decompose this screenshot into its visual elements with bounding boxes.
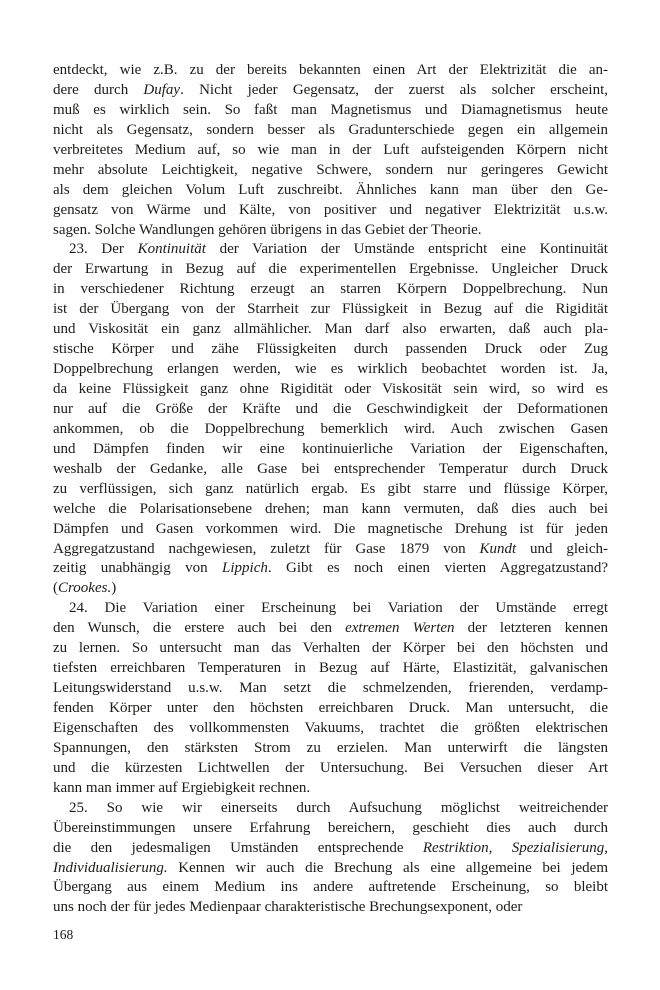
text-line [53,898,608,918]
text-run: welche die Polarisationsebene drehen; man kann vermuten, daß dies auch bei [53,500,608,517]
text-run: die den jedesmaligen Umständen entsprechende [53,839,423,856]
text-run: ankommen, ob die Doppelbrechung bemerklich wird. Auch zwischen Gasen [53,420,608,437]
text-line [53,819,608,839]
italic-text-run: Individualisierung. [53,859,168,876]
text-line [53,639,608,659]
text-line [53,859,608,879]
text-line [53,280,608,300]
text-run: dere durch [53,81,144,98]
text-line [53,878,608,898]
text-line [53,699,608,719]
text-run: 25. So wie wir einerseits durch Aufsuchung möglichst weitreichender [69,799,608,816]
text-line [53,260,608,280]
text-line [53,579,608,599]
text-line [53,659,608,679]
text-run: 23. Der [69,241,138,258]
text-run: ) [111,580,117,597]
text-run: nicht als Gegensatz, sondern besser als Gradunterschiede gegen ein allgemein [53,121,608,138]
text-line [53,121,608,141]
text-line [53,779,608,799]
text-run: den Wunsch, die erstere auch bei den [53,620,346,637]
text-run: stische Körper und zähe Flüssigkeiten durch passenden Druck oder Zug [53,341,608,358]
text-run: Eigenschaften des vollkommensten Vakuums, trachtet die größten elektrischen [53,719,608,736]
text-run: verbreitetes Medium auf, so wie man in der Luft aufsteigenden Körpern nicht [53,141,608,158]
italic-text-run: Kontinuität [137,241,206,258]
text-line [53,161,608,181]
text-line [53,320,608,340]
text-line [53,500,608,520]
text-run: entdeckt, wie z.B. zu der bereits bekannten einen Art der Elektrizität die an- [53,62,608,78]
text-run: . Nicht jeder Gegensatz, der zuerst als solcher erscheint, [180,81,609,98]
italic-text-run: Lippich [222,560,268,577]
text-line [53,221,608,241]
text-block [53,61,608,918]
text-line [53,420,608,440]
text-run: fenden Körper unter den höchsten erreichbaren Druck. Man untersucht, die [53,700,608,716]
text-run: zeitig unabhängig von [53,560,223,577]
text-line [53,480,608,500]
text-line [53,201,608,221]
text-run: . Gibt es noch einen vierten Aggregatzustand? [267,560,608,577]
text-run: nur auf die Größe der Kräfte und die Geschwindigkeit der Deformationen [53,400,608,417]
page-number: 168 [53,927,74,942]
text-line [53,61,608,81]
text-run: ist der Übergang von der Starrheit zur Flüssigkeit in Bezug auf die Rigidität [53,301,608,318]
text-run: der Erwartung in Bezug auf die experimentellen Ergebnisse. Ungleicher Druck [53,261,608,278]
text-run: kann man immer auf Ergiebigkeit rechnen. [53,779,311,796]
text-run: weshalb der Gedanke, alle Gase bei entsprechender Temperatur durch Druck [53,460,608,477]
text-run: sagen. Solche Wandlungen gehören übrigens in das Gebiet der Theorie. [53,221,482,238]
text-line [53,360,608,380]
text-line [53,460,608,480]
text-run: mehr absolute Leichtigkeit, negative Schwere, sondern nur geringeres Gewicht [53,161,608,178]
text-line [53,141,608,161]
text-line [53,300,608,320]
text-run: Übergang aus einem Medium ins andere auftretende Erscheinung, so bleibt [53,879,608,896]
italic-text-run: extremen Werten [345,620,455,637]
text-run: da keine Flüssigkeit ganz ohne Rigidität oder Viskosität sein wird, so wird es [53,381,608,397]
text-line [53,181,608,201]
text-run: und Dämpfen finden wir eine kontinuierliche Variation der Eigenschaften, [53,440,608,457]
text-line [53,739,608,759]
text-run: Doppelbrechung erlangen werden, wie es wirklich beobachtet worden ist. Ja, [53,361,608,378]
text-run: Aggregatzustand nachgewiesen, zuletzt für Gase 1879 von [53,540,480,557]
italic-text-run: Dufay [143,81,181,98]
text-line [53,540,608,560]
text-line [53,559,608,579]
text-line [53,619,608,639]
text-line [53,440,608,460]
text-line [53,839,608,859]
text-line [53,799,608,819]
text-line [53,380,608,400]
text-line [53,719,608,739]
text-run: Übereinstimmungen unsere Erfahrung bereichern, geschieht dies auch durch [53,819,608,836]
text-run: Spannungen, den stärksten Strom zu erzielen. Man unterwirft die längsten [53,739,608,756]
text-run: und gleich- [516,540,608,557]
text-run: Leitungswiderstand u.s.w. Man setzt die schmelzenden, frierenden, verdamp- [53,680,608,697]
italic-text-run: Restriktion, Spezialisierung, [422,839,609,856]
text-line [53,679,608,699]
italic-text-run: Crookes. [58,580,112,597]
text-run: zu verflüssigen, sich ganz natürlich ergab. Es gibt starre und flüssige Körper, [53,480,608,497]
italic-text-run: Kundt [479,540,517,557]
text-run: 24. Die Variation einer Erscheinung bei Variation der Umstände erregt [69,600,608,617]
text-run: und die kürzesten Lichtwellen der Untersuchung. Bei Versuchen dieser Art [53,759,608,776]
text-line [53,340,608,360]
text-run: gensatz von Wärme und Kälte, von positiver und negativer Elektrizität u.s.w. [53,201,608,218]
text-run: in verschiedener Richtung erzeugt an starren Körpern Doppelbrechung. Nun [53,281,608,298]
text-run: tiefsten erreichbaren Temperaturen in Bezug auf Härte, Elastizität, galvanischen [53,660,608,677]
text-run: und Viskosität ein ganz allmählicher. Man darf also erwarten, daß auch pla- [53,321,608,338]
text-run: uns noch der für jedes Medienpaar charakteristische Brechungsexponent, oder [53,899,523,916]
text-line [53,81,608,101]
text-line [53,400,608,420]
text-line [53,101,608,121]
text-line [53,759,608,779]
text-run: der letzteren kennen [454,620,608,637]
text-run: Kennen wir auch die Brechung als eine allgemeine bei jedem [167,859,608,876]
text-run: muß es wirklich sein. So faßt man Magnetismus und Diamagnetismus heute [53,101,608,118]
text-run: Dämpfen und Gasen vorkommen wird. Die magnetische Drehung ist für jeden [53,520,608,537]
text-run: zu lernen. So untersucht man das Verhalten der Körper bei den höchsten und [53,640,608,657]
text-run: als dem gleichen Volum Luft zuschreibt. Ähnliches kann man über den Ge- [53,181,608,198]
text-line [53,520,608,540]
text-run: ( [53,580,58,597]
text-run: der Variation der Umstände entspricht eine Kontinuität [205,241,608,258]
text-line [53,240,608,260]
text-line [53,599,608,619]
